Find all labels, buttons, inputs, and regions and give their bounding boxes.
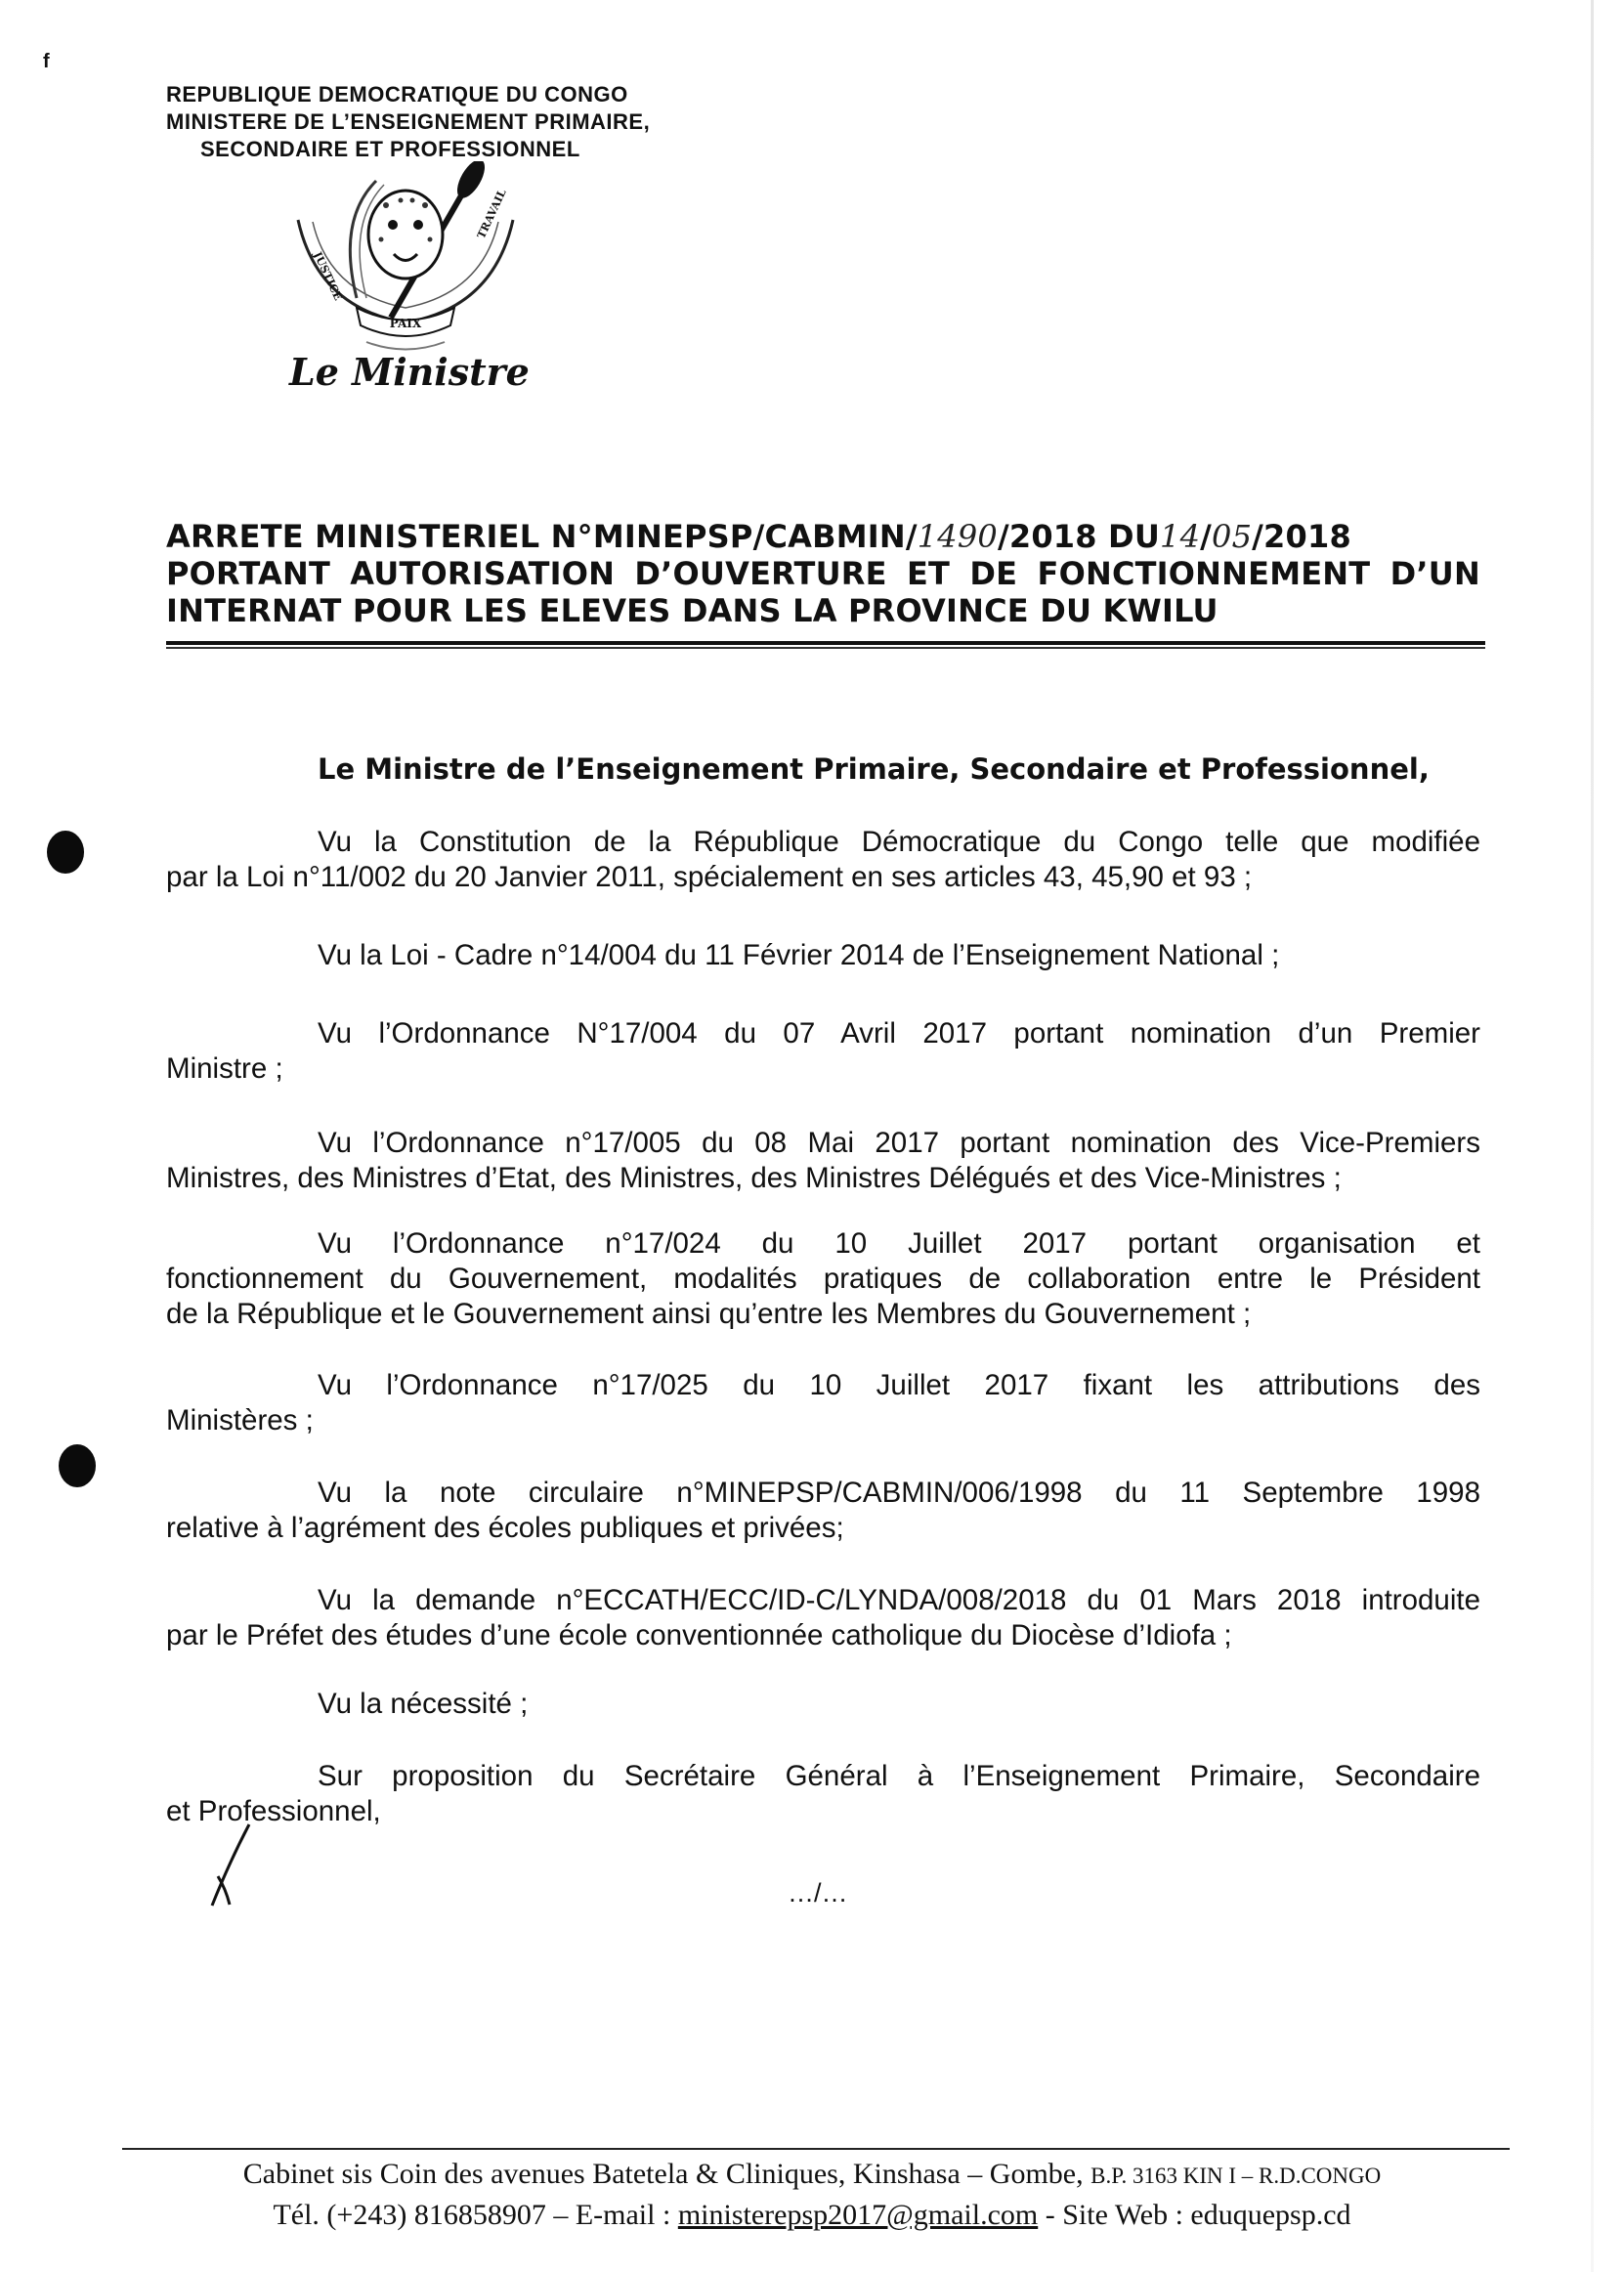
title-word: DE — [969, 555, 1018, 592]
visa-paragraph: Vu la note circulaire n°MINEPSP/CABMIN/006/1998 du 11 Septembre 1998 relative à l’agrément des écoles publiques et privées; — [166, 1477, 1480, 1544]
title-underline-thin — [166, 647, 1485, 649]
header-republic: REPUBLIQUE DEMOCRATIQUE DU CONGO — [166, 82, 628, 107]
decree-day-handwritten: 14 — [1160, 518, 1201, 555]
title-word: ET — [906, 555, 951, 592]
margin-mark: f — [43, 51, 50, 72]
decree-title-line1: ARRETE MINISTERIEL N°MINEPSP/CABMIN/1490/2018 DU14/05/2018 — [166, 518, 1351, 555]
decree-year: /2018 — [1252, 518, 1351, 555]
decree-title — [166, 518, 1480, 629]
emblem-travail-text: TRAVAIL — [474, 187, 509, 241]
decree-title-line3: INTERNAT POUR LES ELEVES DANS LA PROVINCE DU KWILU — [166, 592, 1218, 629]
title-word: FONCTIONNEMENT — [1037, 555, 1371, 592]
emblem-justice-text: JUSTICE — [311, 249, 345, 303]
header-ministry-cont: SECONDAIRE ET PROFESSIONNEL — [200, 137, 580, 161]
punch-hole-mark — [47, 831, 84, 874]
title-word: AUTORISATION — [350, 555, 616, 592]
decree-date-label: /2018 DU — [997, 518, 1161, 555]
footer-address: Cabinet sis Coin des avenues Batetela & Cliniques, Kinshasa – Gombe, B.P. 3163 KIN I – R.D.CONGO — [242, 2158, 1382, 2190]
title-underline — [166, 641, 1485, 645]
visa-paragraph: Vu l’Ordonnance N°17/004 du 07 Avril 2017 portant nomination d’un Premier Ministre ; — [166, 1017, 1480, 1085]
decree-number-prefix: ARRETE MINISTERIEL N°MINEPSP/CABMIN/ — [166, 518, 918, 555]
scan-edge — [1591, 0, 1594, 2272]
minister-intro: Le Ministre de l’Enseignement Primaire, Secondaire et Professionnel, — [318, 752, 1430, 786]
visa-paragraph: Vu la demande n°ECCATH/ECC/ID-C/LYNDA/008/2018 du 01 Mars 2018 introduite par le Préfet des études d’une école conventionnée catholique du Diocèse d’Idiofa ; — [166, 1584, 1480, 1651]
visa-paragraph: Vu la nécessité ; — [318, 1688, 529, 1720]
page-continuation: …/… — [788, 1878, 848, 1908]
email-link[interactable]: ministerepsp2017@gmail.com — [677, 2199, 1039, 2231]
title-word: PORTANT — [166, 555, 330, 592]
emblem-paix-text: PAIX — [389, 317, 422, 330]
header-ministry: MINISTERE DE L’ENSEIGNEMENT PRIMAIRE, — [166, 109, 651, 134]
visa-paragraph: Vu l’Ordonnance n°17/005 du 08 Mai 2017 portant nomination des Vice-Premiers Ministres, des Ministres d’Etat, des Ministres, des Ministres Délégués et des Vice-Ministres ; — [166, 1127, 1480, 1194]
visa-paragraph: Vu la Loi - Cadre n°14/004 du 11 Février 2014 de l’Enseignement National ; — [318, 939, 1280, 971]
decree-number-handwritten: 1490 — [917, 518, 998, 555]
visa-paragraph: Vu l’Ordonnance n°17/024 du 10 Juillet 2017 portant organisation et fonctionnement du Gouvernement, modalités pratiques de collaboration entre le Président de la République et le Gouvernement ainsi qu’entre les Membres du Gouvernement ; — [166, 1227, 1480, 1330]
decree-title-line2 — [166, 555, 1480, 592]
visa-paragraph: Vu la Constitution de la République Démocratique du Congo telle que modifiée par la Loi n°11/002 du 20 Janvier 2011, spécialement en ses articles 43, 45,90 et 93 ; — [166, 826, 1480, 893]
handwritten-initial — [200, 1822, 259, 1910]
title-word: D’OUVERTURE — [634, 555, 887, 592]
punch-hole-mark — [59, 1444, 96, 1487]
coat-of-arms-emblem — [278, 161, 533, 376]
visa-paragraph: Sur proposition du Secrétaire Général à l’Enseignement Primaire, Secondaire et Professionnel, — [166, 1760, 1480, 1827]
footer-contact: Tél. (+243) 816858907 – E-mail : ministerepsp2017@gmail.com - Site Web : eduquepsp.cd — [273, 2199, 1351, 2231]
minister-title: Le Ministre — [289, 350, 530, 394]
title-word: D’UN — [1389, 555, 1480, 592]
decree-month-handwritten: 05 — [1212, 518, 1253, 555]
visa-paragraph: Vu l’Ordonnance n°17/025 du 10 Juillet 2017 fixant les attributions des Ministères ; — [166, 1369, 1480, 1436]
footer-rule — [122, 2148, 1510, 2150]
